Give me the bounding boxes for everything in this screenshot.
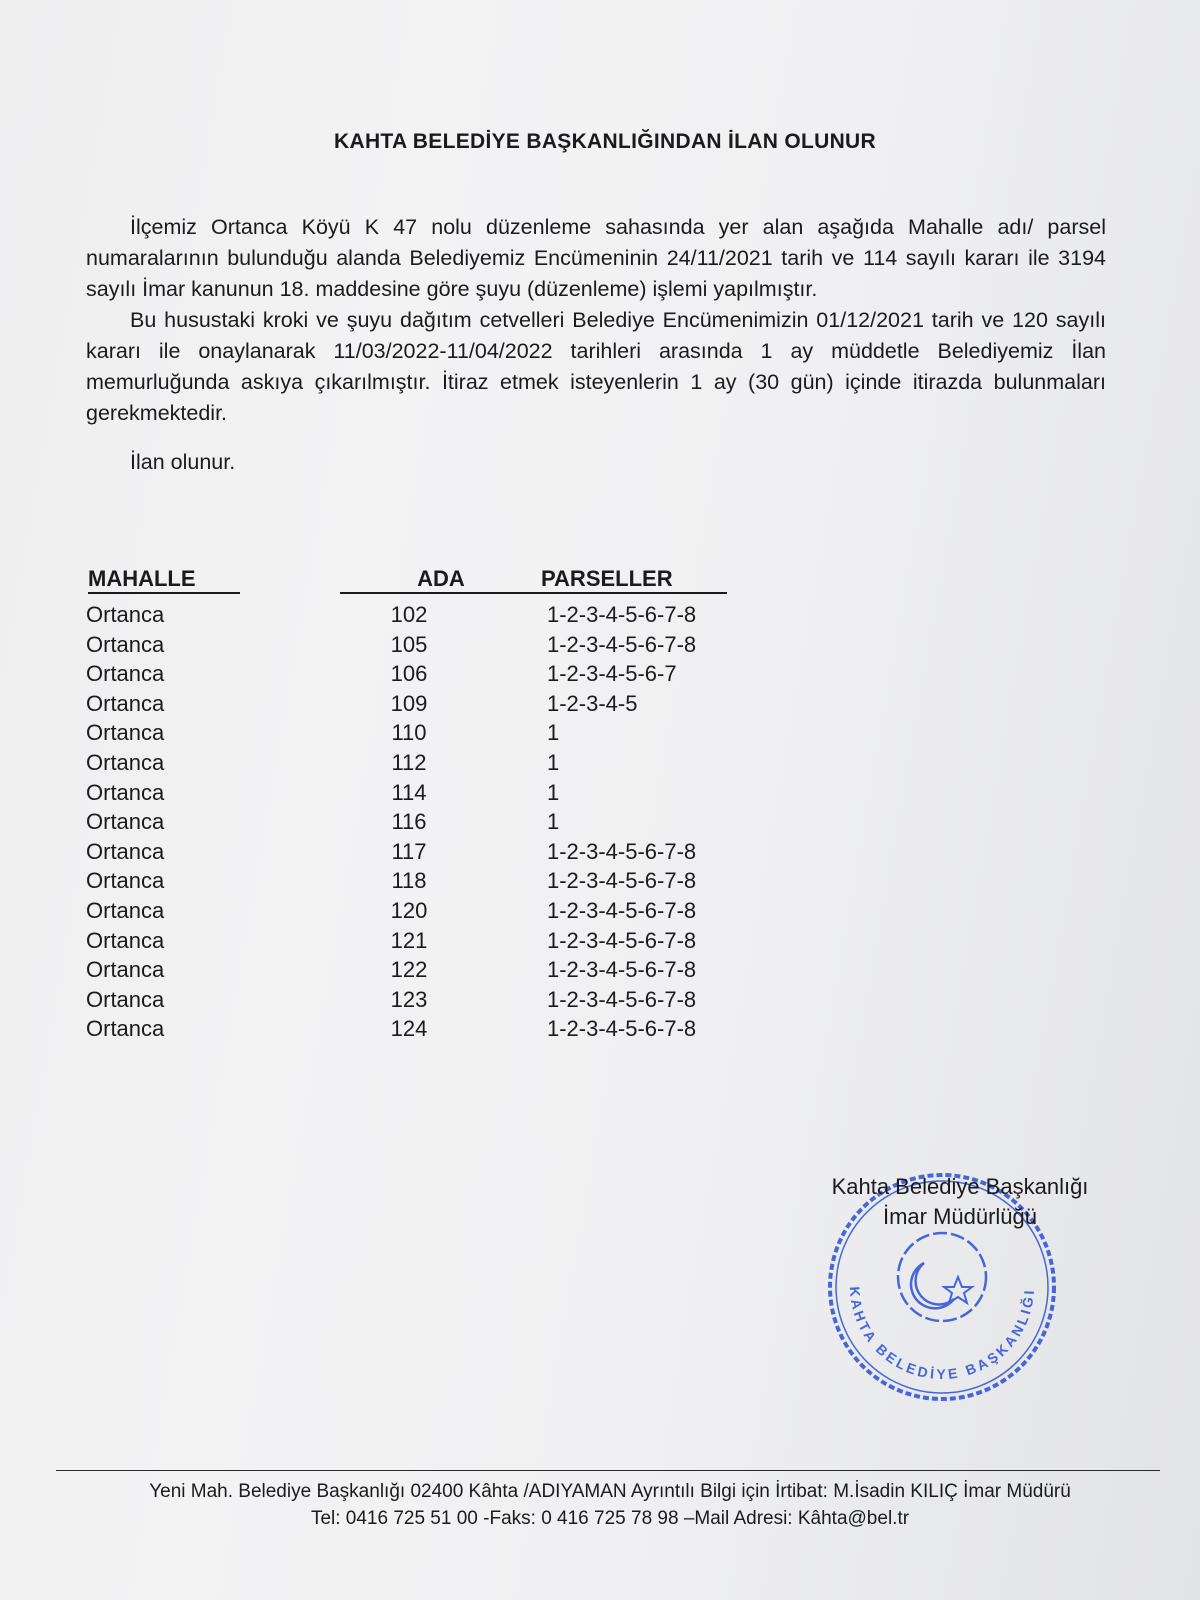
table-row [84, 866, 764, 896]
cell-parseller: 1 [547, 749, 560, 775]
cell-ada: 105 [390, 631, 428, 657]
footer-divider [56, 1470, 1160, 1471]
header-mahalle: MAHALLE [88, 566, 240, 594]
cell-ada: 122 [390, 957, 428, 983]
table-row [84, 837, 764, 867]
cell-ada: 106 [390, 661, 428, 687]
cell-ada: 120 [390, 897, 428, 923]
table-row [84, 807, 764, 837]
footer [40, 1478, 1180, 1532]
signature-block [760, 1172, 1160, 1232]
cell-parseller: 1-2-3-4-5-6-7-8 [547, 897, 697, 923]
cell-ada: 118 [391, 868, 427, 894]
cell-mahalle: Ortanca [86, 690, 165, 716]
cell-mahalle: Ortanca [86, 957, 165, 983]
star-icon [944, 1277, 972, 1303]
parcel-table [84, 566, 764, 1044]
cell-mahalle: Ortanca [86, 927, 165, 953]
cell-parseller: 1 [547, 809, 560, 835]
table-row [84, 718, 764, 748]
cell-mahalle: Ortanca [86, 779, 165, 805]
paragraph-1: İlçemiz Ortanca Köyü K 47 nolu düzenleme sahasında yer alan aşağıda Mahalle adı/ parsel numaralarının bulunduğu alanda Belediyemiz Encümeninin 24/11/2021 tarih ve 114 sayılı kararı ile 3194 sayılı İmar kanunun 18. maddesine göre şuyu (düzenleme) işlemi yapılmıştır. [86, 215, 1106, 301]
stamp-ring-textpath: KAHTA BELEDİYE BAŞKANLIĞI [846, 1285, 1038, 1383]
footer-contact: Tel: 0416 725 51 00 -Faks: 0 416 725 78 98 –Mail Adresi: Kâhta@bel.tr [310, 1508, 910, 1529]
cell-parseller: 1-2-3-4-5-6-7 [547, 661, 677, 687]
cell-mahalle: Ortanca [86, 1016, 165, 1042]
cell-mahalle: Ortanca [86, 838, 165, 864]
cell-ada: 114 [391, 779, 427, 805]
table-row [84, 630, 764, 660]
cell-parseller: 1 [547, 779, 560, 805]
cell-mahalle: Ortanca [86, 749, 165, 775]
cell-mahalle: Ortanca [86, 602, 165, 627]
cell-parseller: 1-2-3-4-5-6-7-8 [547, 838, 697, 864]
cell-ada: 124 [390, 1016, 428, 1042]
footer-address: Yeni Mah. Belediye Başkanlığı 02400 Kâhta /ADIYAMAN Ayrıntılı Bilgi için İrtibat: M.İsadin KILIÇ İmar Müdürü [149, 1481, 1071, 1502]
table-row [84, 659, 764, 689]
cell-mahalle: Ortanca [86, 868, 165, 894]
table-row [84, 955, 764, 985]
closing-line: İlan olunur. [130, 450, 236, 474]
cell-ada: 116 [391, 809, 427, 835]
table-body [84, 600, 764, 1044]
signature-line-1: Kahta Belediye Başkanlığı [831, 1174, 1089, 1199]
cell-mahalle: Ortanca [86, 986, 165, 1012]
table-row [84, 985, 764, 1015]
header-ada: ADA [340, 566, 542, 594]
cell-ada: 117 [391, 838, 427, 864]
cell-parseller: 1-2-3-4-5-6-7-8 [547, 927, 697, 953]
table-row [84, 896, 764, 926]
announcement-body [86, 212, 1106, 478]
paragraph-2: Bu husustaki kroki ve şuyu dağıtım cetvelleri Belediye Encümenimizin 01/12/2021 tarih ve 120 sayılı kararı ile onaylanarak 11/03/2022-11/04/2022 tarihleri arasında 1 ay müddetle Belediyemiz İlan memurluğunda askıya çıkarılmıştır. İtiraz etmek isteyenlerin 1 ay (30 gün) içinde itirazda bulunmaları gerekmektedir. [86, 308, 1106, 425]
table-row [84, 600, 764, 630]
cell-ada: 102 [390, 602, 428, 627]
cell-ada: 110 [391, 720, 427, 746]
cell-parseller: 1-2-3-4-5-6-7-8 [547, 631, 697, 657]
cell-mahalle: Ortanca [86, 631, 165, 657]
signature-line-2: İmar Müdürlüğü [882, 1204, 1038, 1229]
cell-parseller: 1-2-3-4-5-6-7-8 [547, 868, 697, 894]
cell-ada: 121 [390, 927, 428, 953]
cell-ada: 123 [390, 986, 428, 1012]
table-header [84, 566, 764, 600]
cell-ada: 109 [390, 690, 428, 716]
header-parseller: PARSELLER [541, 566, 727, 594]
cell-parseller: 1-2-3-4-5-6-7-8 [547, 957, 697, 983]
table-row [84, 1014, 764, 1044]
cell-mahalle: Ortanca [86, 720, 165, 746]
table-row [84, 689, 764, 719]
cell-ada: 112 [391, 749, 427, 775]
cell-parseller: 1-2-3-4-5-6-7-8 [547, 986, 697, 1012]
cell-mahalle: Ortanca [86, 809, 165, 835]
document-title: KAHTA BELEDİYE BAŞKANLIĞINDAN İLAN OLUNUR [334, 130, 876, 153]
cell-parseller: 1-2-3-4-5-6-7-8 [547, 1016, 697, 1042]
crescent-icon [911, 1263, 954, 1308]
stamp-ring-text [847, 1286, 1037, 1382]
cell-mahalle: Ortanca [86, 897, 165, 923]
cell-parseller: 1-2-3-4-5 [547, 690, 638, 716]
table-row [84, 926, 764, 956]
cell-mahalle: Ortanca [86, 661, 165, 687]
table-row [84, 778, 764, 808]
cell-parseller: 1 [547, 720, 560, 746]
cell-parseller: 1-2-3-4-5-6-7-8 [547, 602, 697, 627]
table-row [84, 748, 764, 778]
